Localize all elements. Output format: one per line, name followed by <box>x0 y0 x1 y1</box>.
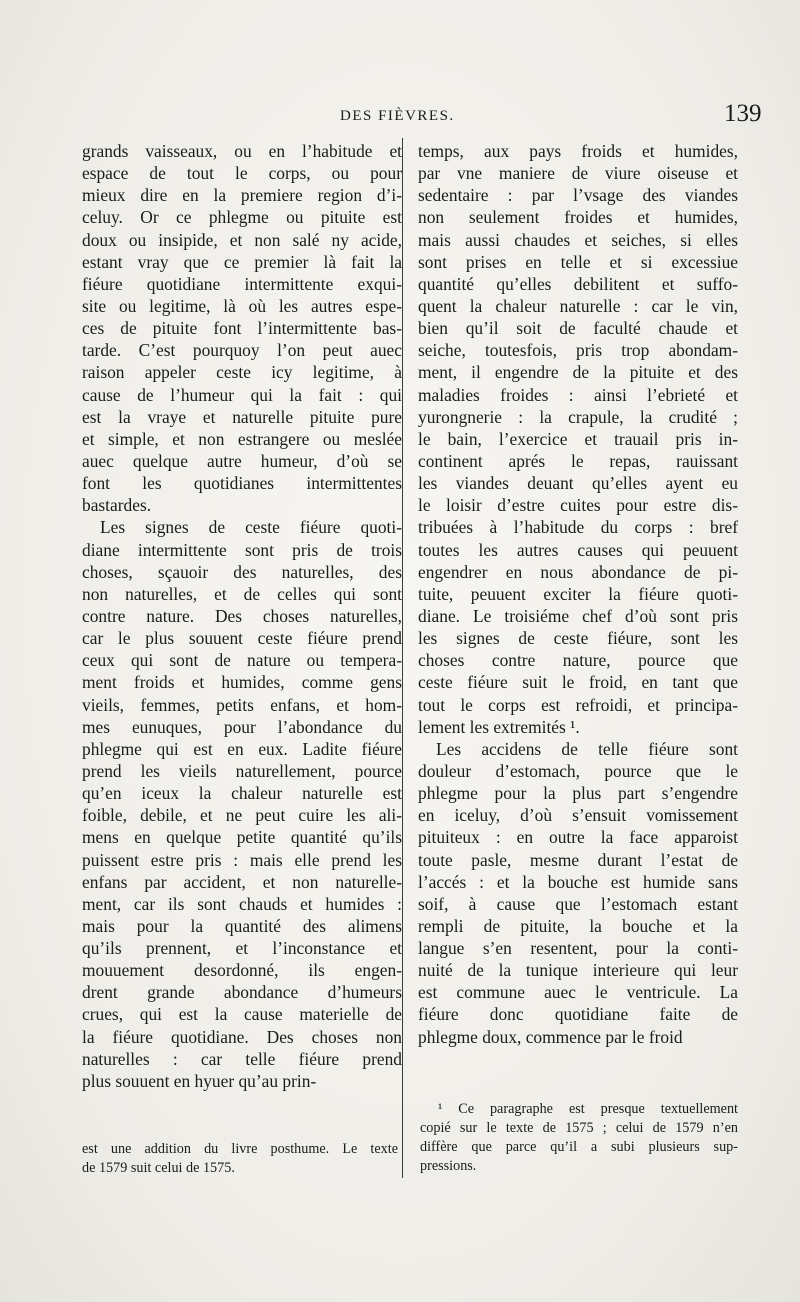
right-column-line: tuite, peuuent exciter la fiéure quoti- <box>418 583 738 604</box>
running-head: DES FIÈVRES. <box>340 108 455 124</box>
right-column-line: est commune auec le ventricule. La <box>418 982 738 1003</box>
footnote-continuation <box>82 1140 398 1178</box>
left-column-line: estant vray que ce premier là fait la <box>82 251 402 272</box>
right-column-line: nuité de la tunique interieure qui leur <box>418 960 738 981</box>
right-column-line: choses contre nature, pource que <box>418 650 738 671</box>
right-column-line: le bain, l’exercice et trauail pris in- <box>418 428 738 449</box>
left-column-line: celuy. Or ce phlegme ou pituite est <box>82 207 402 228</box>
right-column-line: temps, aux pays froids et humides, <box>418 141 738 161</box>
right-column-line: mais aussi chaudes et seiches, si elles <box>418 229 738 250</box>
left-column-line: grands vaisseaux, ou en l’habitude et <box>82 141 402 161</box>
left-column-line: Les signes de ceste fiéure quoti- <box>100 517 402 538</box>
right-column-line: tout le corps est refroidi, et principa- <box>418 694 738 715</box>
right-column-line: les signes de ceste fiéure, sont les <box>418 628 738 649</box>
left-column-line: doux ou insipide, et non salé ny acide, <box>82 229 402 250</box>
left-column-line: la fiéure quotidiane. Des choses non <box>82 1026 402 1047</box>
right-column-line: l’accés : et la bouche est humide sans <box>418 871 738 892</box>
left-column-line: et simple, et non estrangere ou meslée <box>82 428 402 449</box>
right-column-line: ceste fiéure suit le froid, en tant que <box>418 672 738 693</box>
right-column-line: diane. Le troisiéme chef d’où sont pris <box>418 605 738 626</box>
left-column-line: est la vraye et naturelle pituite pure <box>82 406 402 427</box>
right-column-line: par vne maniere de viure oiseuse et <box>418 163 738 184</box>
right-column-line: sedentaire : par l’vsage des viandes <box>418 185 738 206</box>
right-column-line: langue s’en resentent, pour la conti- <box>418 938 738 959</box>
left-column-line: ment, car ils sont chauds et humides : <box>82 893 402 914</box>
left-column-line: qu’ils prennent, et l’inconstance et <box>82 938 402 959</box>
footnote-right-line: copié sur le texte de 1575 ; celui de 1579 n’en <box>420 1120 738 1136</box>
right-column-line: non seulement froides et humides, <box>418 207 738 228</box>
right-column-line: pituiteux : en outre la face apparoist <box>418 827 738 848</box>
left-column-line: mais pour la quantité des alimens <box>82 915 402 936</box>
right-column-line: phlegme doux, commence par le froid <box>418 1026 683 1047</box>
footnote-right-line: diffère que parce qu’il a subi plusieurs sup- <box>420 1139 738 1155</box>
right-column <box>418 140 738 1048</box>
right-column-line: phlegme pour la plus part s’engendre <box>418 783 738 804</box>
right-column-line: fiéure donc quotidiane faite de <box>418 1004 738 1025</box>
right-column-line: les viandes deuant qu’elles ayent eu <box>418 473 738 494</box>
footnote-1 <box>420 1100 738 1176</box>
left-column-line: crues, qui est la cause materielle de <box>82 1004 402 1025</box>
right-column-line: rempli de pituite, la bouche et la <box>418 915 738 936</box>
left-column-line: site ou legitime, là où les autres espe- <box>82 295 402 316</box>
left-column-line: mouuement desordonné, ils engen- <box>82 960 402 981</box>
footnote-left-line: de 1579 suit celui de 1575. <box>82 1160 235 1176</box>
left-column-line: font les quotidianes intermittentes <box>82 473 402 494</box>
left-column-line: ment froids et humides, comme gens <box>82 672 402 693</box>
left-column-line: plus souuent en hyuer qu’au prin- <box>82 1070 317 1091</box>
left-column-line: drent grande abondance d’humeurs <box>82 982 402 1003</box>
left-column-line: ces de pituite font l’intermittente bas- <box>82 318 402 339</box>
right-column-line: tribuées à l’habitude du corps : bref <box>418 517 738 538</box>
left-column-line: contre nature. Des choses naturelles, <box>82 605 402 626</box>
right-column-line: soif, à cause que l’estomach estant <box>418 893 738 914</box>
left-column-line: vieils, femmes, petits enfans, et hom- <box>82 694 402 715</box>
left-column-line: fiéure quotidiane intermittente exqui- <box>82 273 402 294</box>
left-column-line: phlegme qui est en eux. Ladite fiéure <box>82 738 402 759</box>
right-column-line: continent aprés le repas, rauissant <box>418 450 738 471</box>
left-column <box>82 140 402 1092</box>
left-column-line: bastardes. <box>82 495 152 516</box>
left-column-line: tarde. C’est pourquoy l’on peut auec <box>82 340 402 361</box>
left-column-line: car le plus souuent ceste fiéure prend <box>82 628 402 649</box>
left-column-line: mens en quelque petite quantité qu’ils <box>82 827 402 848</box>
page-number: 139 <box>724 100 762 127</box>
left-column-line: raison appeler ceste icy legitime, à <box>82 362 402 383</box>
right-column-line: toutes les autres causes qui peuuent <box>418 539 738 560</box>
left-column-line: prend les vieils naturellement, pource <box>82 760 402 781</box>
right-column-line: Les accidens de telle fiéure sont <box>436 738 738 759</box>
right-column-line: douleur d’estomach, pource que le <box>418 760 738 781</box>
right-column-line: seiche, toutesfois, pris trop abondam- <box>418 340 738 361</box>
column-divider <box>402 138 403 1178</box>
right-column-line: sont prises en telle et si excessiue <box>418 251 738 272</box>
right-column-line: yurongnerie : la crapule, la crudité ; <box>418 406 738 427</box>
left-column-line: puissent estre pris : mais elle prend les <box>82 849 402 870</box>
right-column-line: maladies froides : ainsi l’ebrieté et <box>418 384 738 405</box>
right-column-line: quent la chaleur naturelle : car le vin, <box>418 295 738 316</box>
footnote-right-line: ¹ Ce paragraphe est presque textuellement <box>438 1101 738 1117</box>
left-column-line: mes eunuques, pour l’abondance du <box>82 716 402 737</box>
left-column-line: choses, sçauoir des naturelles, des <box>82 561 402 582</box>
left-column-line: ceux qui sont de nature ou tempera- <box>82 650 402 671</box>
right-column-line: en iceluy, d’où s’ensuit vomissement <box>418 805 738 826</box>
left-column-line: naturelles : car telle fiéure prend <box>82 1048 402 1069</box>
right-column-line: engendrer en nous abondance de pi- <box>418 561 738 582</box>
right-column-line: quantité qu’elles debilitent et suffo- <box>418 273 738 294</box>
footnote-right-line: pressions. <box>420 1158 477 1174</box>
right-column-line: bien qu’il soit de faculté chaude et <box>418 318 738 339</box>
footnote-left-line: est une addition du livre posthume. Le texte <box>82 1141 398 1157</box>
left-column-line: qu’en iceux la chaleur naturelle est <box>82 783 402 804</box>
right-column-line: ment, il engendre de la pituite et des <box>418 362 738 383</box>
right-column-line: toute pasle, mesme durant l’estat de <box>418 849 738 870</box>
left-column-line: auec quelque autre humeur, d’où se <box>82 450 402 471</box>
right-column-line: lement les extremités ¹. <box>418 716 580 737</box>
left-column-line: cause de l’humeur qui la fait : qui <box>82 384 402 405</box>
left-column-line: espace de tout le corps, ou pour <box>82 163 402 184</box>
left-column-line: enfans par accident, et non naturelle- <box>82 871 402 892</box>
left-column-line: diane intermittente sont pris de trois <box>82 539 402 560</box>
right-column-line: le loisir d’estre cuites pour estre dis- <box>418 495 738 516</box>
left-column-line: mieux dire en la premiere region d’i- <box>82 185 402 206</box>
left-column-line: foible, debile, et ne peut cuire les ali- <box>82 805 402 826</box>
left-column-line: non naturelles, et de celles qui sont <box>82 583 402 604</box>
